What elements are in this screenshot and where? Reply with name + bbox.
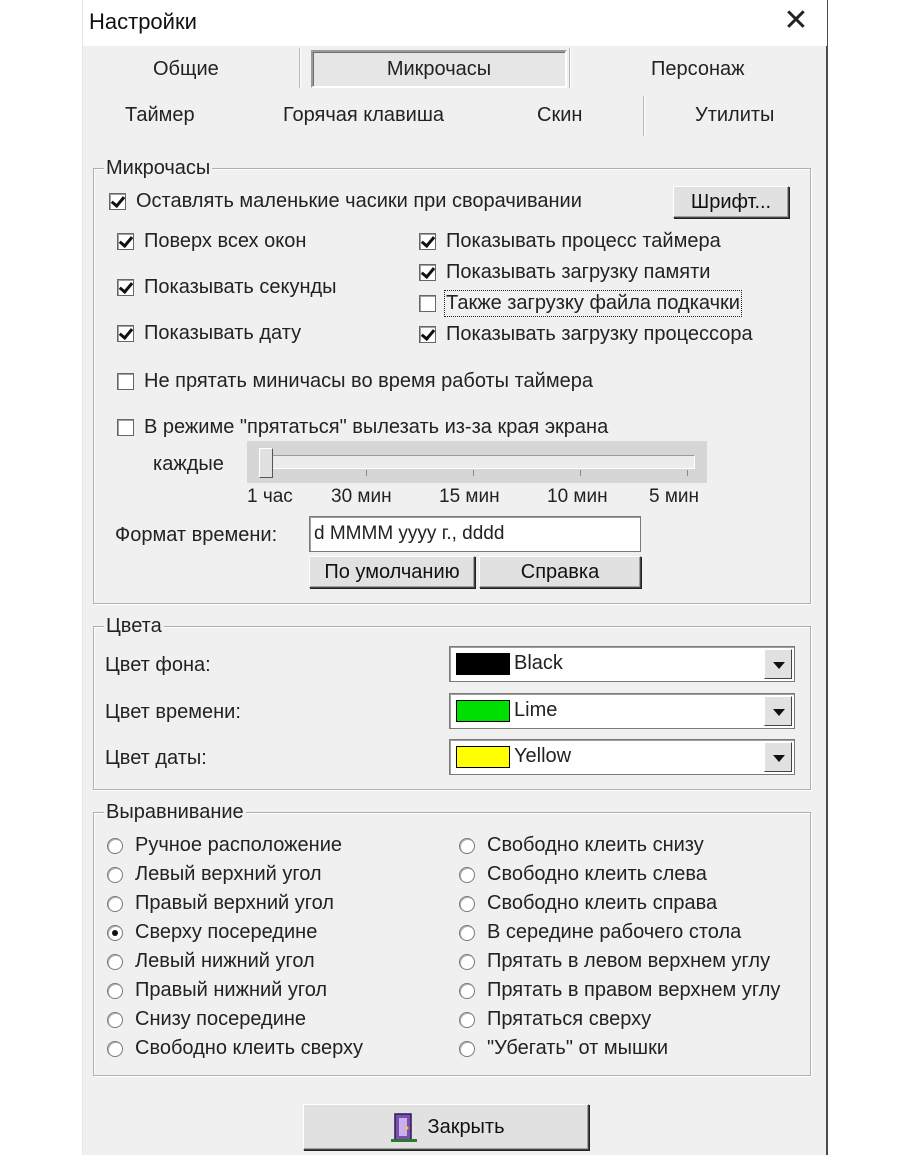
alignment-option-label: Ручное расположение [135,834,343,856]
microclock-legend: Микрочасы [106,157,211,179]
alignment-option[interactable] [459,863,707,886]
alignment-option[interactable] [107,921,317,944]
format-label: Формат времени: [115,524,278,546]
alignment-option[interactable] [107,892,334,915]
slider-tick [366,470,367,476]
show-timer-label: Показывать процесс таймера [446,230,721,252]
keep-small-checkbox[interactable] [109,190,582,213]
tab-general[interactable]: Общие [153,58,219,80]
alignment-option-label: Правый верхний угол [135,892,334,914]
chevron-down-icon[interactable] [764,649,792,679]
time-format-input[interactable]: d MMMM yyyy г., dddd [309,516,641,552]
font-button[interactable]: Шрифт... [673,186,789,218]
alignment-option-label: Снизу посередине [135,1008,307,1030]
alignment-option[interactable] [107,1008,306,1031]
alignment-option[interactable] [459,979,780,1002]
interval-slider-thumb[interactable] [259,448,273,478]
slider-tick [687,470,688,476]
show-swap-checkbox[interactable] [419,292,740,315]
alignment-option-label: Свободно клеить сверху [135,1037,363,1059]
time-color-label: Цвет времени: [105,701,241,723]
no-hide-label: Не прятать миничасы во время работы таймера [144,370,593,392]
alignment-option[interactable] [459,834,704,857]
bg-color-value: Black [514,652,563,674]
alignment-option-label: Прятать в левом верхнем углу [487,950,771,972]
date-color-label: Цвет даты: [105,747,207,769]
date-color-select[interactable] [449,739,795,775]
close-button[interactable] [303,1104,589,1150]
window-title: Настройки [89,9,197,34]
checkbox-box[interactable] [117,419,134,436]
tab-hotkey[interactable]: Горячая клавиша [283,104,445,126]
radio-button[interactable] [459,1041,475,1057]
color-swatch [456,700,510,722]
settings-dialog [82,0,828,1155]
alignment-option[interactable] [107,1037,363,1060]
chevron-down-icon[interactable] [764,696,792,726]
show-seconds-label: Показывать секунды [144,276,337,298]
slider-tick [473,470,474,476]
on-top-label: Поверх всех окон [144,230,307,252]
color-swatch [456,746,510,768]
radio-button[interactable] [459,954,475,970]
show-memory-label: Показывать загрузку памяти [446,261,711,283]
on-top-checkbox[interactable] [117,230,306,253]
radio-button[interactable] [107,925,123,941]
checkbox-box[interactable] [109,193,126,210]
tick-label: 10 мин [547,486,608,507]
color-swatch [456,653,510,675]
radio-button[interactable] [459,838,475,854]
checkbox-box[interactable] [117,279,134,296]
radio-button[interactable] [107,896,123,912]
radio-button[interactable] [459,867,475,883]
alignment-option[interactable] [459,921,741,944]
peek-checkbox[interactable] [117,416,608,439]
alignment-option-label: Прятать в правом верхнем углу [487,979,781,1001]
peek-label: В режиме "прятаться" вылезать из-за края экрана [144,416,609,438]
alignment-option[interactable] [459,950,770,973]
alignment-option-label: Свободно клеить снизу [487,834,704,856]
tab-character[interactable]: Персонаж [651,58,745,80]
radio-button[interactable] [459,1012,475,1028]
alignment-option[interactable] [459,892,717,915]
alignment-option[interactable] [107,950,315,973]
alignment-option-label: В середине рабочего стола [487,921,742,943]
time-color-value: Lime [514,699,558,721]
date-color-value: Yellow [514,745,572,767]
show-cpu-checkbox[interactable] [419,323,753,346]
show-cpu-label: Показывать загрузку процессора [446,323,753,345]
interval-slider-groove[interactable] [267,455,695,469]
tab-divider [643,96,645,136]
bg-color-label: Цвет фона: [105,654,211,676]
tick-label: 30 мин [331,486,392,507]
title-bar [83,0,827,46]
exit-door-icon [387,1110,421,1144]
checkbox-box[interactable] [419,233,436,250]
close-button-label: Закрыть [427,1115,505,1138]
alignment-option-label: Правый нижний угол [135,979,328,1001]
show-date-checkbox[interactable] [117,322,301,345]
keep-small-label: Оставлять маленькие часики при сворачивании [136,190,582,212]
alignment-option-label: "Убегать" от мышки [487,1037,668,1059]
tick-label: 5 мин [649,486,700,507]
slider-tick [580,470,581,476]
alignment-option[interactable] [107,979,327,1002]
radio-button[interactable] [107,838,123,854]
checkbox-box[interactable] [419,326,436,343]
alignment-option-label: Левый нижний угол [135,950,315,972]
checkbox-box[interactable] [419,295,436,312]
show-swap-label: Также загрузку файла подкачки [446,292,740,314]
alignment-option[interactable] [459,1037,668,1060]
checkbox-box[interactable] [117,233,134,250]
every-label: каждые [153,453,224,475]
alignment-option-label: Левый верхний угол [135,863,322,885]
close-icon[interactable]: ✕ [783,3,809,38]
radio-button[interactable] [107,1041,123,1057]
show-date-label: Показывать дату [144,322,302,344]
tick-label: 15 мин [439,486,500,507]
default-button[interactable]: По умолчанию [309,556,475,588]
radio-button[interactable] [107,867,123,883]
radio-button[interactable] [459,925,475,941]
alignment-option[interactable] [107,834,342,857]
show-memory-checkbox[interactable] [419,261,710,284]
alignment-legend: Выравнивание [106,801,244,823]
alignment-option-label: Сверху посередине [135,921,318,943]
no-hide-checkbox[interactable] [117,370,593,393]
radio-button[interactable] [107,954,123,970]
alignment-option[interactable] [459,1008,651,1031]
checkbox-box[interactable] [419,264,436,281]
time-color-select[interactable] [449,693,795,729]
tab-utilities[interactable]: Утилиты [695,104,775,126]
show-timer-checkbox[interactable] [419,230,721,253]
help-button[interactable]: Справка [479,556,641,588]
tab-skin[interactable]: Скин [537,104,583,126]
alignment-option[interactable] [107,863,322,886]
show-seconds-checkbox[interactable] [117,276,337,299]
radio-button[interactable] [459,896,475,912]
tab-timer[interactable]: Таймер [125,104,195,126]
radio-button[interactable] [107,1012,123,1028]
alignment-option-label: Свободно клеить справа [487,892,718,914]
radio-button[interactable] [107,983,123,999]
alignment-option-label: Свободно клеить слева [487,863,707,885]
tab-divider [299,48,301,88]
colors-legend: Цвета [106,615,162,637]
tab-microclock[interactable]: Микрочасы [311,50,567,88]
bg-color-select[interactable] [449,646,795,682]
radio-button[interactable] [459,983,475,999]
chevron-down-icon[interactable] [764,742,792,772]
alignment-option-label: Прятаться сверху [487,1008,652,1030]
checkbox-box[interactable] [117,373,134,390]
checkbox-box[interactable] [117,325,134,342]
tab-divider [569,48,571,88]
tick-label: 1 час [247,486,293,507]
